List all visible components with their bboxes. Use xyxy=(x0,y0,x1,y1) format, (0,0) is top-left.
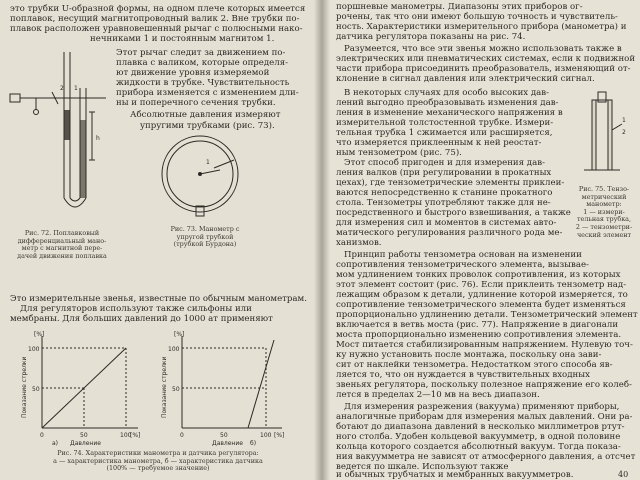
chart-a-xlabel: Давление xyxy=(70,440,101,447)
text-line: пропорционально удлинению детали. Тензометрический элемент xyxy=(336,310,638,320)
text-line: для измерения сил и моментов в системах авто- xyxy=(336,218,557,228)
fig72-label-1: 1 xyxy=(74,85,78,92)
text-line: мембраны. Для больших давлений до 1000 ат применяют xyxy=(10,314,273,324)
chart-b-panel: б) xyxy=(250,440,257,447)
text-line: поршневые манометры. Диапазоны этих приборов ог- xyxy=(336,2,583,12)
text-line: ют движение уровня измеряемой xyxy=(116,68,270,78)
chart-b-xtick-100: 100 xyxy=(260,432,272,439)
text-line: поплавок, несущий магнитопроводный валик 2. Вне трубки по- xyxy=(10,14,300,24)
text-line: цехах), где тензометрические элементы приклеи- xyxy=(336,178,565,188)
text-line: ботают до диапазона давлений в несколько миллиметров ртут- xyxy=(336,422,625,432)
figure-74-charts xyxy=(4,326,304,446)
text-line: плавок расположен уравновешенный рычаг с полюсными нако- xyxy=(10,24,303,34)
text-line: Мост питается стабилизированным напряжением. Нулевую точ- xyxy=(336,340,633,350)
text-line: Этот рычаг следит за движением по- xyxy=(116,48,286,58)
right-page xyxy=(322,0,640,480)
text-line: посредственного и быстрого взвешивания, а также xyxy=(336,208,571,218)
text-line: Это измерительные звенья, известные по обычным манометрам. xyxy=(10,294,307,304)
text-line: Разумеется, что все эти звенья можно использовать также в xyxy=(344,44,622,54)
book-gutter xyxy=(314,0,330,480)
text-line: лется в пределах 2—10 мв на весь диапазон. xyxy=(336,390,540,400)
text-line: включается в ветвь моста (рис. 77). Напряжение в диагонали xyxy=(336,320,619,330)
fig73-label-1: 1 xyxy=(206,159,210,166)
text-line: ния вакуумметра не зависят от атмосферного давления, а отсчет xyxy=(336,452,636,462)
text-line: звеньях регулятора, поскольку полезное напряжение его колеб- xyxy=(336,380,632,390)
fig72-label-2: 2 xyxy=(60,85,64,92)
text-line: ку нужно установить после монтажа, поскольку она зави- xyxy=(336,350,602,360)
fig75-label-2: 2 xyxy=(622,129,626,136)
text-line: Принцип работы тензометра основан на изменении xyxy=(344,250,582,260)
text-line: Для регуляторов используют также сильфоны или xyxy=(20,304,252,314)
text-line: измерительной толстостенной трубке. Измери- xyxy=(336,118,554,128)
text-line: ного столба. Удобен кольцевой вакуумметр, в одной половине xyxy=(336,432,621,442)
text-line: тельная трубка 1 сжимается или расширяется, xyxy=(336,128,553,138)
text-line: матического регулирования различного рода ме- xyxy=(336,228,563,238)
fig75-label-1: 1 xyxy=(622,117,626,124)
chart-a-ytick-100: 100 xyxy=(28,346,40,353)
text-line: Этот способ пригоден и для измерения дав- xyxy=(344,158,545,168)
chart-a-ytick-50: 50 xyxy=(32,386,40,393)
text-line: В некоторых случаях для особо высоких дав- xyxy=(344,88,550,98)
chart-a-ylabel: Показание стрелки xyxy=(21,356,28,418)
chart-b-ytick-100: 100 xyxy=(168,346,180,353)
text-line: сит от наклейки тензометра. Недостатком этого способа яв- xyxy=(336,360,613,370)
text-line: упругими трубками (рис. 73). xyxy=(140,121,275,131)
page-number: 40 xyxy=(618,470,629,479)
text-line: ханизмов. xyxy=(336,238,382,248)
chart-b-xtick-0: 0 xyxy=(180,432,184,439)
text-line: сопротивление тензометрического элемента будет изменяться xyxy=(336,300,626,310)
chart-b-yunit: [%] xyxy=(174,331,185,338)
figure-73-caption: Рис. 73. Манометр с упругой трубкой (трубкой Бурдона) xyxy=(170,225,240,249)
text-line: аналогичные приборам для измерения малых давлений. Они ра- xyxy=(336,412,633,422)
chart-b-ylabel: Показание стрелки xyxy=(161,356,168,418)
fig72-label-h: h xyxy=(96,135,100,142)
text-line: рочены, так что они имеют большую точность и чувствитель- xyxy=(336,12,618,22)
text-line: мом удлинением тонких проволок сопротивления, из которых xyxy=(336,270,621,280)
text-line: этот элемент состоит (рис. 76). Если приклеить тензометр над- xyxy=(336,280,627,290)
text-line: сопротивления тензометрического элемента, вызывае- xyxy=(336,260,589,270)
chart-a xyxy=(21,331,140,447)
figure-74-caption: Рис. 74. Характеристики манометра и датчика регулятора: а — характеристика манометра, б — характеристика датчика (100% — требуемое значение) xyxy=(53,449,263,473)
text-line: Для измерения разрежения (вакуума) применяют приборы, xyxy=(344,402,620,412)
text-line: электрических или пневматических системах, если к подвижной xyxy=(336,54,636,64)
text-line: клонение в сигнал давления или электрический сигнал. xyxy=(336,74,595,84)
chart-a-xtick-100: 100 xyxy=(120,432,132,439)
text-line: ность. Характеристики измерительного прибора (манометра) и xyxy=(336,22,627,32)
figure-75-caption: Рис. 75. Тензо- метрический манометр: 1 — измери- тельная трубка, 2 — тензометри- ческий элемент xyxy=(575,185,633,239)
text-line: датчика регулятора показаны на рис. 74. xyxy=(336,32,526,42)
text-line: ны и поперечного сечения трубки. xyxy=(116,98,276,108)
text-line: Абсолютные давления измеряют xyxy=(130,110,281,120)
chart-b xyxy=(161,331,284,447)
text-line: что измеряется приклеенным к ней реостат- xyxy=(336,138,542,148)
chart-b-xunit: [%] xyxy=(274,432,285,439)
chart-a-panel: а) xyxy=(52,440,59,447)
chart-b-xlabel: Давление xyxy=(212,440,243,447)
text-line: ления в изменение механического напряжения в xyxy=(336,108,563,118)
text-line: ведется по шкале. Используют также xyxy=(336,462,509,472)
chart-a-xtick-50: 50 xyxy=(80,432,88,439)
text-line: моста пропорционально изменению сопротивления элемента. xyxy=(336,330,622,340)
text-line: нечниками 1 и постоянным магнитом 1. xyxy=(90,34,275,44)
chart-a-xunit: [%] xyxy=(130,432,141,439)
text-line: жидкости в трубке. Чувствительность xyxy=(116,78,290,88)
chart-b-ytick-50: 50 xyxy=(172,386,180,393)
chart-a-xtick-0: 0 xyxy=(40,432,44,439)
text-line: лежащим образом к детали, удлинение которой измеряется, то xyxy=(336,290,628,300)
text-line: ным тензометром (рис. 75). xyxy=(336,148,462,158)
text-line: это трубки U-образной формы, на одном плече которых имеется xyxy=(10,4,306,14)
text-line: плавка с валиком, которые определя- xyxy=(116,58,289,68)
text-line: ваются непосредственно к станине прокатного xyxy=(336,188,553,198)
figure-72-float-manometer xyxy=(6,48,116,228)
chart-a-yunit: [%] xyxy=(34,331,45,338)
text-line: и обычных трубчатых и мембранных вакуумметров. xyxy=(336,470,574,480)
text-line: ляется то, что он нуждается в чувствительных входных xyxy=(336,370,590,380)
text-line: части прибора присоединить преобразователь, изменяющий от- xyxy=(336,64,631,74)
text-line: ления валков (при регулировании в прокатных xyxy=(336,168,552,178)
text-line: прибора изменяется с изменением дли- xyxy=(116,88,299,98)
figure-75-tensometric-manometer xyxy=(570,90,630,180)
figure-73-bourdon-tube xyxy=(160,130,250,220)
chart-b-xtick-50: 50 xyxy=(220,432,228,439)
text-line: лений выгодно преобразовывать изменения дав- xyxy=(336,98,559,108)
text-line: стола. Тензометры употребляют также для не- xyxy=(336,198,551,208)
figure-72-caption: Рис. 72. Поплавковый дифференциальный мано- метр с магнитной пере- дачей движения поплавка xyxy=(17,229,107,260)
text-line: кольца которого создается абсолютный вакуум. Тогда показа- xyxy=(336,442,621,452)
